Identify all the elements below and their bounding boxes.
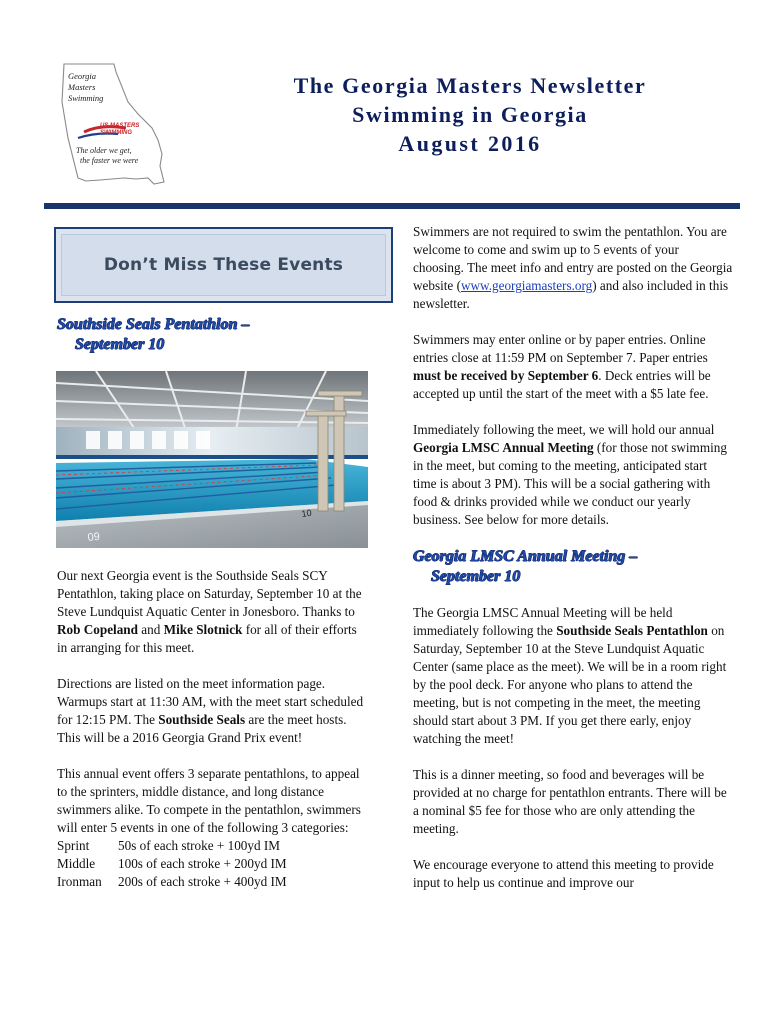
logo-line2: Masters xyxy=(68,82,96,92)
georgiamasters-link[interactable]: www.georgiamasters.org xyxy=(460,278,593,293)
category-row xyxy=(57,837,370,855)
category-desc: 100s of each stroke + 200yd IM xyxy=(118,856,287,871)
entries-paragraph: Swimmers may enter online or by paper entries. Online entries close at 11:59 PM on September 7. Paper entries must be received by September 6. Deck entries will be accepted up until the start of the meet with a $5 late fee. xyxy=(413,332,711,401)
logo-tagline-1: The older we get, xyxy=(76,146,132,155)
category-desc: 200s of each stroke + 400yd IM xyxy=(118,874,287,889)
logo-line3: Swimming xyxy=(68,93,104,103)
pentathlon-optional-paragraph: Swimmers are not required to swim the pentathlon. You are welcome to come and swim up to 5 events of your choosing. The meet info and entry are posted on the Georgia website (www.georgiamasters.org) and also included in this newsletter. xyxy=(413,224,733,311)
pentathlon-heading-line1: Southside Seals Pentathlon – xyxy=(57,316,250,333)
lane-number-10: 10 xyxy=(300,507,313,519)
rob-copeland-name: Rob Copeland xyxy=(57,622,138,637)
events-callout-box xyxy=(54,227,393,303)
category-row xyxy=(57,873,370,891)
annual-meeting-heading-line1: Georgia LMSC Annual Meeting – xyxy=(413,548,638,565)
left-column xyxy=(57,567,370,891)
annual-meeting-heading xyxy=(413,547,733,587)
newsletter-title: The Georgia Masters Newsletter xyxy=(293,73,647,98)
pentathlon-heading xyxy=(57,315,250,355)
newsletter-date: August 2016 xyxy=(398,131,542,156)
lane-number-09: 09 xyxy=(87,530,101,544)
pool-photo xyxy=(56,371,368,548)
mike-slotnick-name: Mike Slotnick xyxy=(163,622,243,637)
southside-seals-name: Southside Seals xyxy=(158,712,246,727)
encourage-attend-paragraph: We encourage everyone to attend this meeting to provide input to help us continue and improve our xyxy=(413,857,714,890)
right-column xyxy=(413,223,733,892)
annual-meeting-details-paragraph: The Georgia LMSC Annual Meeting will be held immediately following the Southside Seals Pentathlon on Saturday, September 10 at the Steve Lundquist Aquatic Center (same place as the meet). We will be in a room right by the pool deck. For anyone who plans to attend the meeting, but is not competing in the meet, the meeting should start about 3 PM. If you get there early, enjoy watching the meet! xyxy=(413,605,727,746)
category-name: Sprint xyxy=(57,838,90,853)
category-name: Middle xyxy=(57,856,96,871)
annual-meeting-teaser-paragraph: Immediately following the meet, we will hold our annual Georgia LMSC Annual Meeting (for those not swimming in the meet, but coming to the meeting, anticipated start time is about 3 PM). This will be a social gathering with food & drinks provided while we conduct our yearly business. See below for more details. xyxy=(413,422,727,527)
header-divider xyxy=(44,203,740,209)
category-desc: 50s of each stroke + 100yd IM xyxy=(118,838,280,853)
categories-list xyxy=(57,837,370,891)
usms-badge: US MASTERS SWIMMING xyxy=(100,123,140,136)
annual-meeting-heading-line2: September 10 xyxy=(431,568,521,585)
pentathlon-heading-line2: September 10 xyxy=(75,336,165,353)
events-callout-title: Don’t Miss These Events xyxy=(103,255,344,275)
category-name: Ironman xyxy=(57,874,102,889)
pentathlon-intro-paragraph: Our next Georgia event is the Southside Seals SCY Pentathlon, taking place on Saturday, September 10 at the Steve Lundquist Aquatic Center in Jonesboro. Thanks to Rob Copeland and Mike Slotnick for all of their efforts in arranging for this meet. xyxy=(57,568,362,655)
logo-line1: Georgia xyxy=(68,71,97,81)
aquatic-center-image xyxy=(56,371,368,548)
newsletter-subtitle: Swimming in Georgia xyxy=(352,102,588,127)
annual-meeting-name: Georgia LMSC Annual Meeting xyxy=(413,440,594,455)
directions-paragraph: Directions are listed on the meet information page. Warmups start at 11:30 AM, with the meet start scheduled for 12:15 PM. The Southside Seals are the meet hosts. This will be a 2016 Georgia Grand Prix event! xyxy=(57,676,364,745)
georgia-masters-logo xyxy=(56,62,168,190)
southside-seals-pentathlon-name: Southside Seals Pentathlon xyxy=(556,623,708,638)
paper-deadline: must be received by September 6 xyxy=(413,368,599,383)
categories-intro-paragraph: This annual event offers 3 separate pentathlons, to appeal to the sprinters, middle distance, and long distance swimmers alike. To compete in the pentathlon, swimmers will enter 5 events in one of the following 3 categories: xyxy=(57,766,361,835)
dinner-meeting-paragraph: This is a dinner meeting, so food and beverages will be provided at no charge for pentathlon entrants. There will be a nominal $5 fee for those who are only attending the meeting. xyxy=(413,767,727,836)
category-row xyxy=(57,855,370,873)
logo-tagline-2: the faster we were xyxy=(80,156,139,165)
